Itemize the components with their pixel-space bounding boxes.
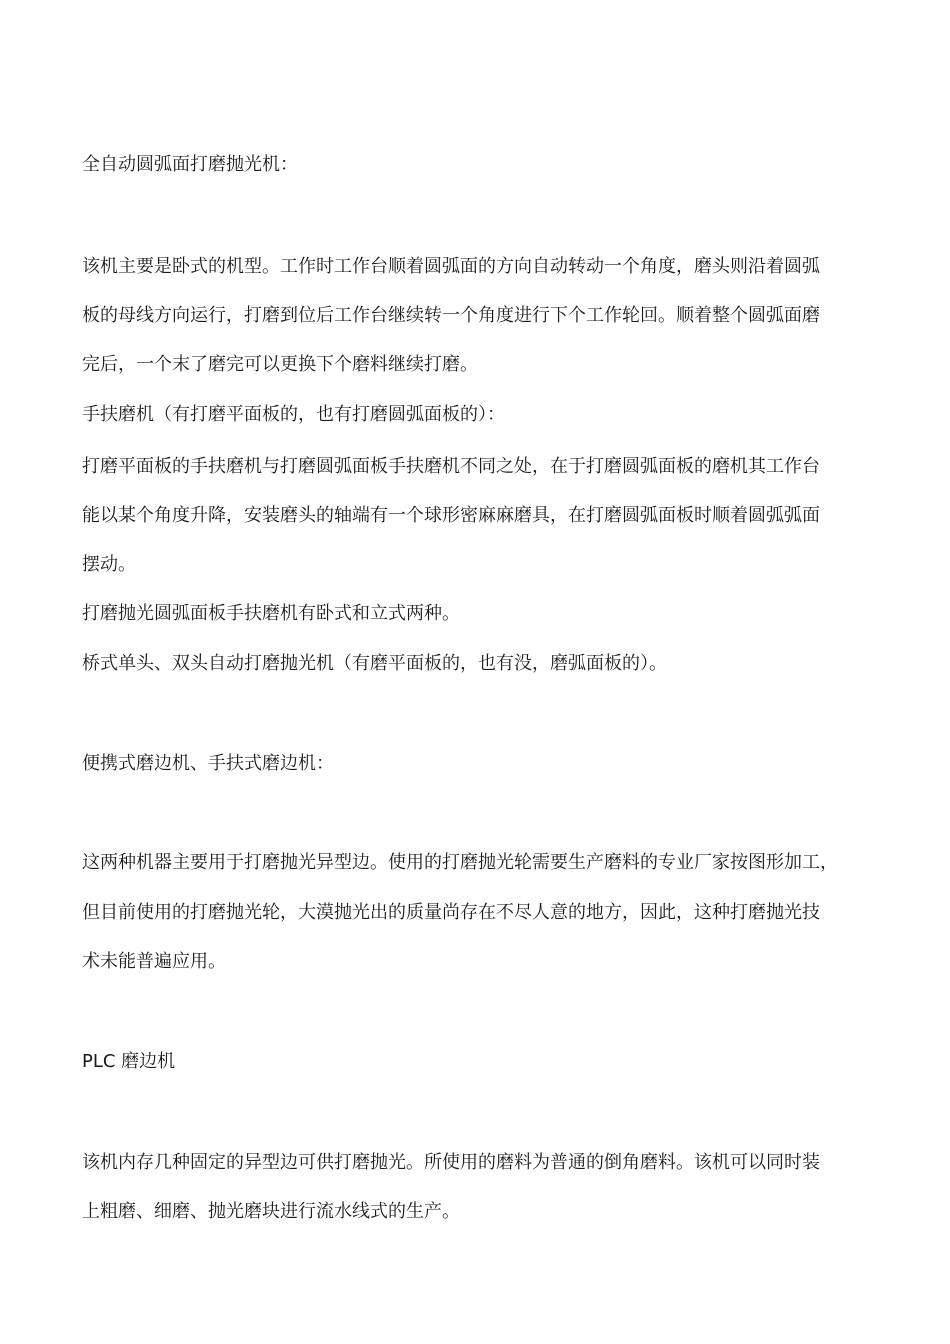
section-heading-arc-polisher: 全自动圆弧面打磨抛光机： bbox=[82, 154, 298, 175]
paragraph-line: 摆动。 bbox=[82, 554, 136, 575]
section-heading-edge-grinder: 便携式磨边机、手扶式磨边机： bbox=[82, 753, 334, 774]
paragraph-line: 桥式单头、双头自动打磨抛光机（有磨平面板的，也有没，磨弧面板的）。 bbox=[82, 653, 667, 674]
paragraph-line: 完后，一个末了磨完可以更换下个磨料继续打磨。 bbox=[82, 354, 478, 375]
paragraph-line: 术未能普遍应用。 bbox=[82, 951, 226, 972]
paragraph-line: 上粗磨、细磨、抛光磨块进行流水线式的生产。 bbox=[82, 1201, 460, 1222]
paragraph-line: 这两种机器主要用于打磨抛光异型边。使用的打磨抛光轮需要生产磨料的专业厂家按图形加工， bbox=[82, 852, 838, 873]
paragraph-line: 打磨抛光圆弧面板手扶磨机有卧式和立式两种。 bbox=[82, 603, 460, 624]
paragraph-line: 该机内存几种固定的异型边可供打磨抛光。所使用的磨料为普通的倒角磨料。该机可以同时装 bbox=[82, 1152, 820, 1173]
paragraph-line: 该机主要是卧式的机型。工作时工作台顺着圆弧面的方向自动转动一个角度，磨头则沿着圆弧 bbox=[82, 256, 820, 277]
section-heading-plc-edger: PLC 磨边机 bbox=[82, 1051, 176, 1072]
paragraph-line: 打磨平面板的手扶磨机与打磨圆弧面板手扶磨机不同之处，在于打磨圆弧面板的磨机其工作台 bbox=[82, 456, 820, 477]
section-heading-hand-grinder: 手扶磨机（有打磨平面板的，也有打磨圆弧面板的）： bbox=[82, 404, 505, 425]
paragraph-line: 但目前使用的打磨抛光轮，大漠抛光出的质量尚存在不尽人意的地方，因此，这种打磨抛光技 bbox=[82, 902, 820, 923]
paragraph-line: 能以某个角度升降，安装磨头的轴端有一个球形密麻麻磨具，在打磨圆弧面板时顺着圆弧弧面 bbox=[82, 505, 820, 526]
paragraph-line: 板的母线方向运行，打磨到位后工作台继续转一个角度进行下个工作轮回。顺着整个圆弧面磨 bbox=[82, 305, 820, 326]
